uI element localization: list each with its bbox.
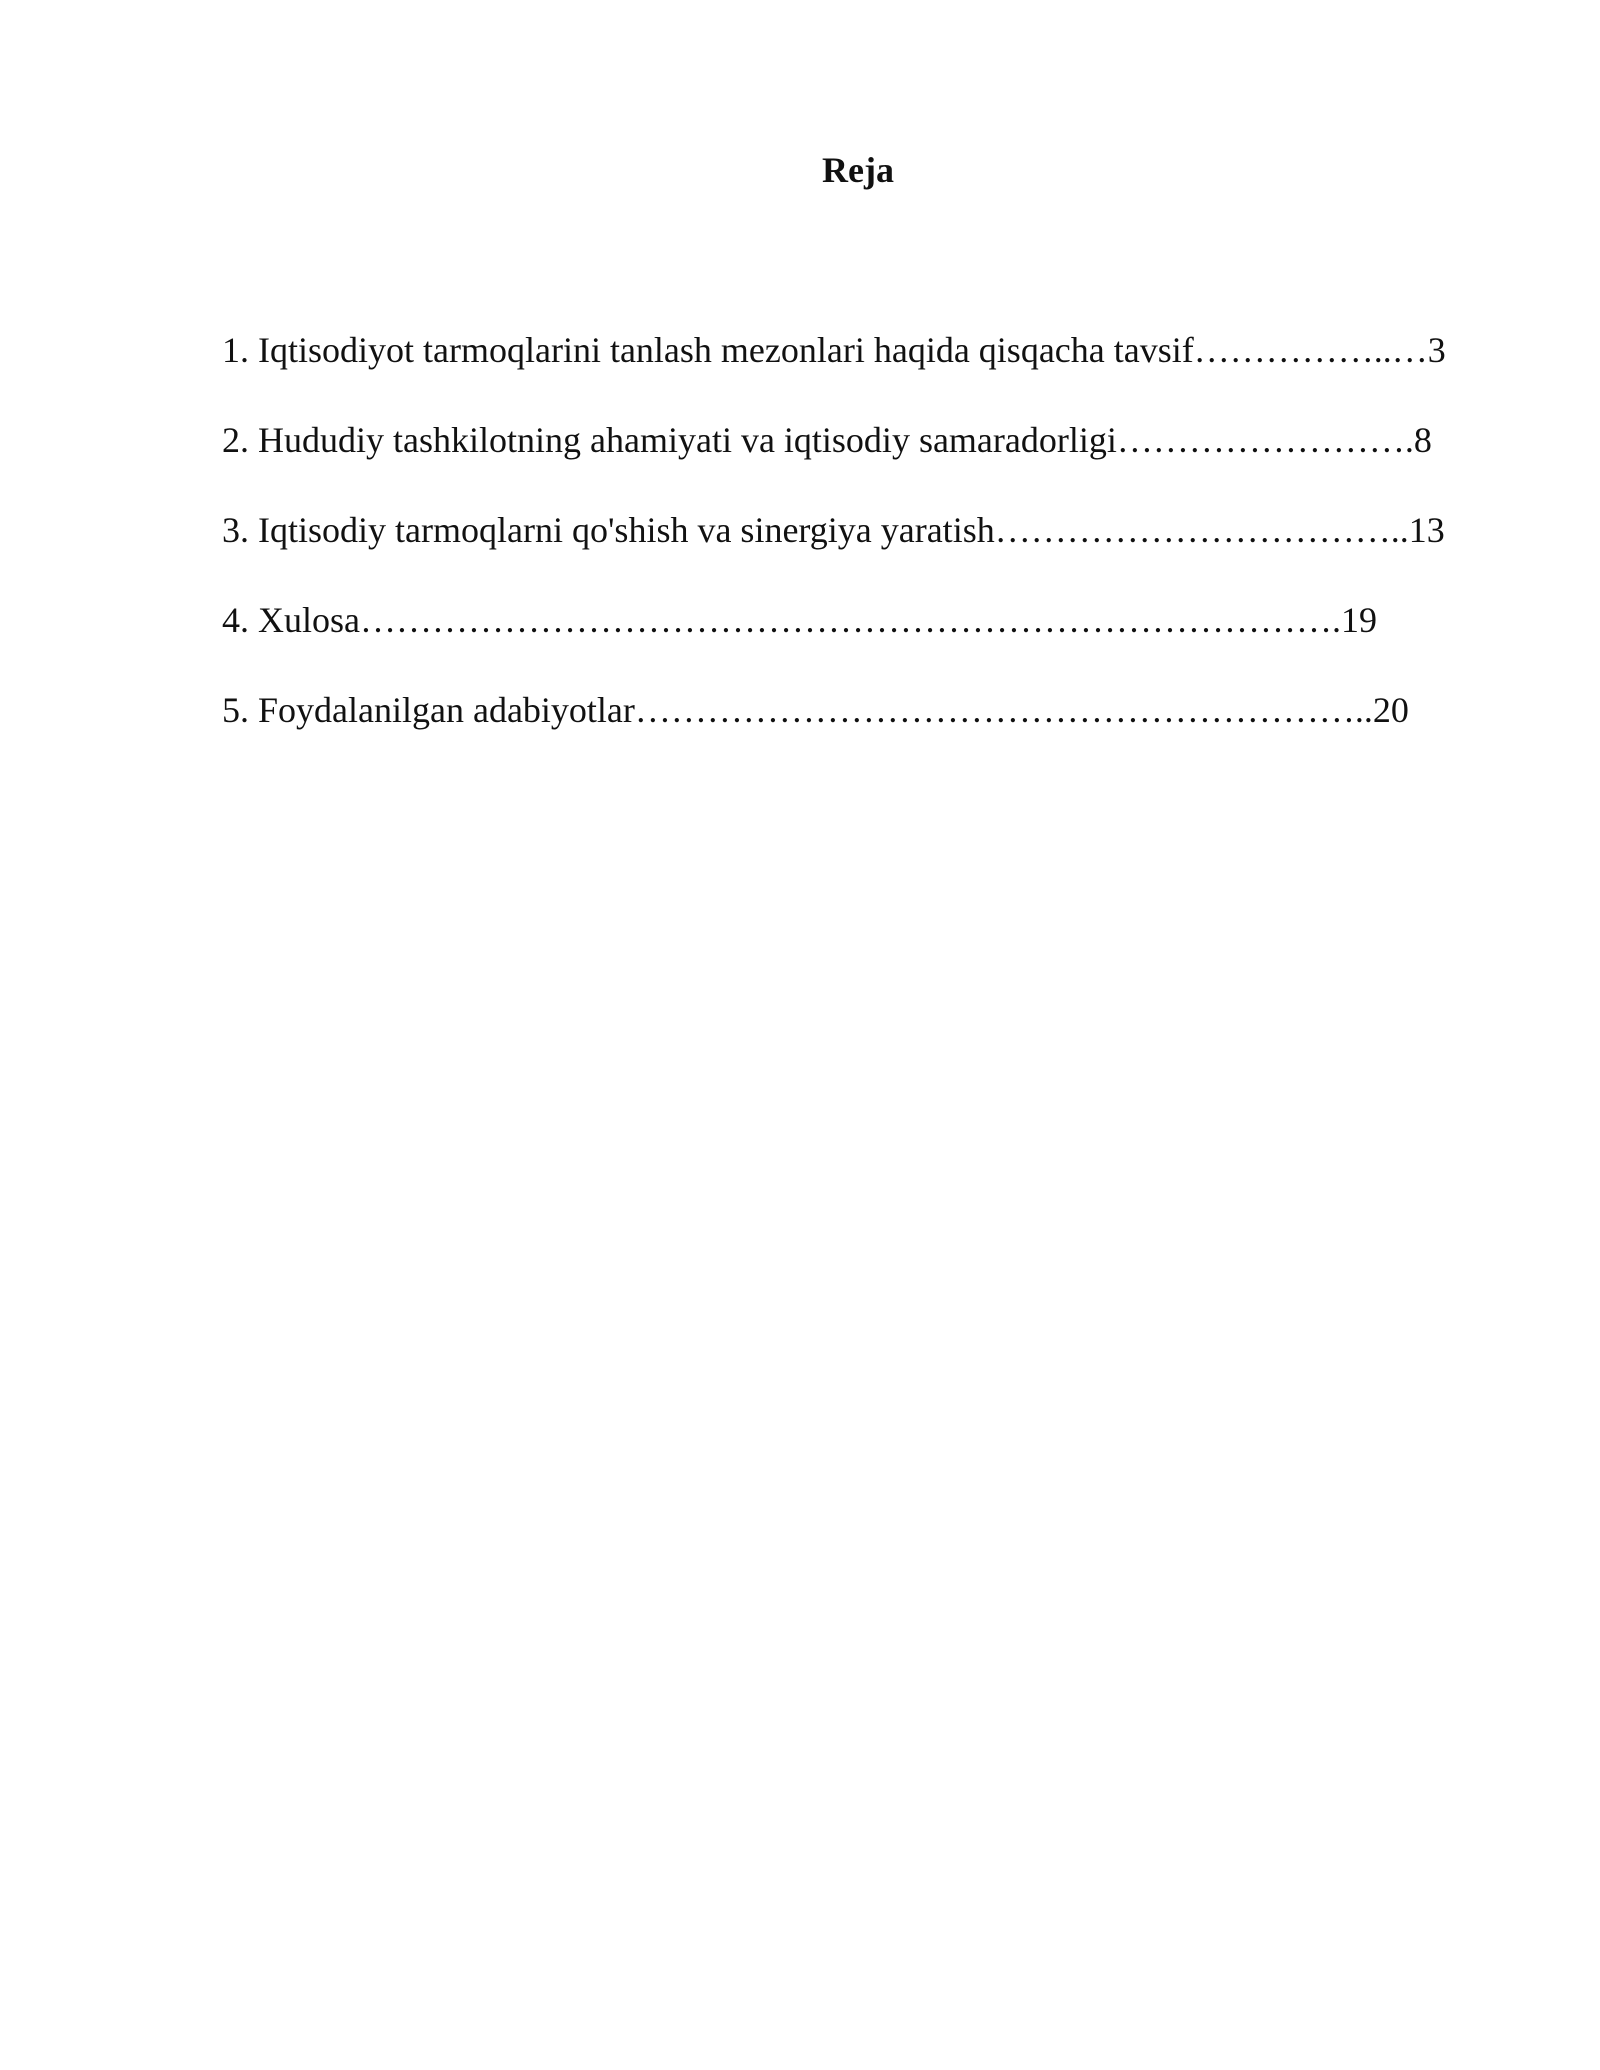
toc-item-5: 5. Foydalanilgan adabiyotlar……………………………………………………..20: [222, 690, 1409, 730]
toc-item-1: 1. Iqtisodiyot tarmoqlarini tanlash mezonlari haqida qisqacha tavsif……………..…3: [222, 330, 1446, 370]
toc-item-2: 2. Hududiy tashkilotning ahamiyati va iqtisodiy samaradorligi…………………….8: [222, 420, 1432, 460]
toc-item-4: 4. Xulosa……………………………………………………………………….19: [222, 600, 1377, 640]
toc-item-3: 3. Iqtisodiy tarmoqlarni qo'shish va sinergiya yaratish……………………………..13: [222, 510, 1445, 550]
table-of-contents: [222, 324, 1522, 774]
page-title: Reja: [822, 150, 894, 190]
